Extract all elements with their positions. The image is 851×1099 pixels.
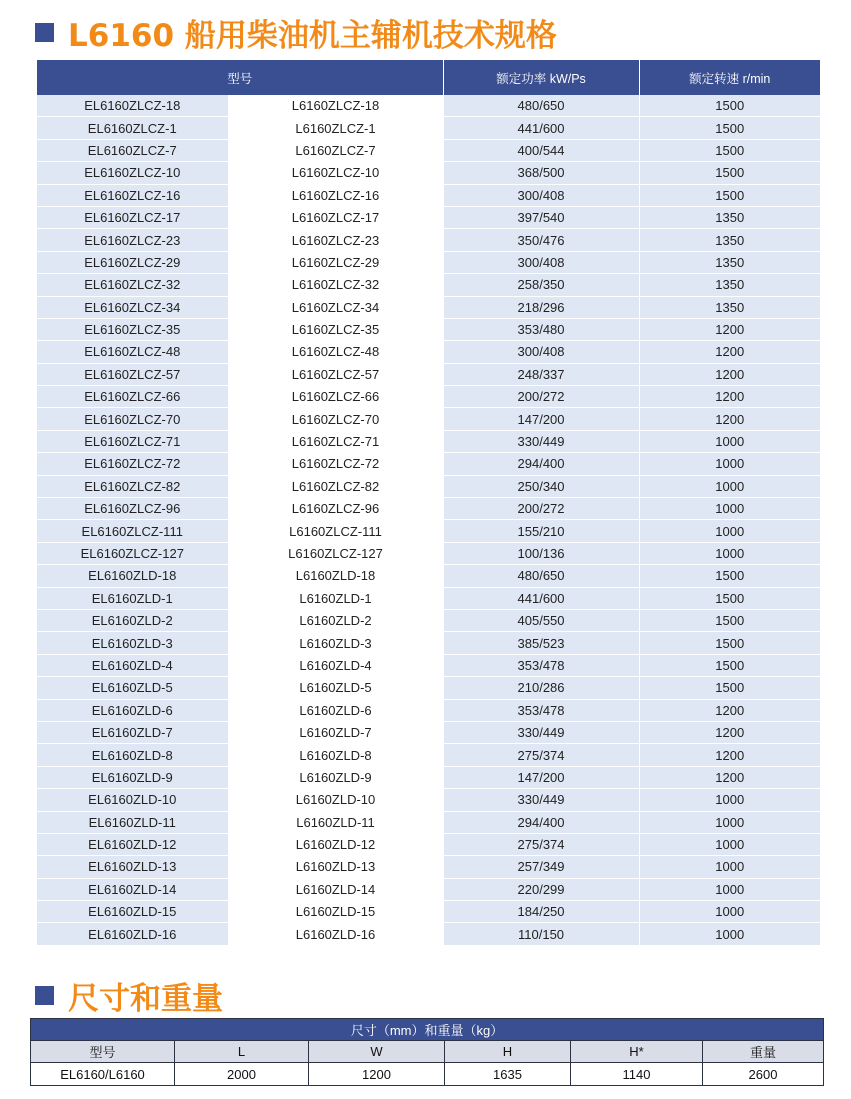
model-electric-cell: EL6160ZLD-13 xyxy=(37,856,228,878)
table-row xyxy=(37,833,820,855)
dim-h: 1635 xyxy=(445,1063,571,1086)
rated-power-cell: 330/449 xyxy=(443,721,639,743)
spec-table-header-row xyxy=(37,60,820,95)
section-title-specs xyxy=(35,12,557,52)
rated-speed-cell: 1500 xyxy=(639,139,820,161)
table-row xyxy=(37,139,820,161)
model-electric-cell: EL6160ZLCZ-10 xyxy=(37,162,228,184)
model-base-cell: L6160ZLD-7 xyxy=(228,721,443,743)
rated-speed-cell: 1000 xyxy=(639,542,820,564)
table-row xyxy=(37,318,820,340)
table-row xyxy=(37,475,820,497)
model-electric-cell: EL6160ZLD-16 xyxy=(37,923,228,945)
table-row xyxy=(37,408,820,430)
model-base-cell: L6160ZLD-9 xyxy=(228,766,443,788)
model-electric-cell: EL6160ZLCZ-34 xyxy=(37,296,228,318)
header-model: 型号 xyxy=(37,60,443,95)
header-speed: 额定转速 r/min xyxy=(639,60,820,95)
rated-power-cell: 385/523 xyxy=(443,632,639,654)
model-base-cell: L6160ZLCZ-29 xyxy=(228,251,443,273)
rated-speed-cell: 1500 xyxy=(639,95,820,117)
model-electric-cell: EL6160ZLCZ-71 xyxy=(37,430,228,452)
table-row xyxy=(37,229,820,251)
bullet-square-icon xyxy=(35,986,54,1005)
model-electric-cell: EL6160ZLCZ-57 xyxy=(37,363,228,385)
model-base-cell: L6160ZLCZ-57 xyxy=(228,363,443,385)
model-electric-cell: EL6160ZLCZ-82 xyxy=(37,475,228,497)
model-base-cell: L6160ZLD-1 xyxy=(228,587,443,609)
rated-power-cell: 200/272 xyxy=(443,386,639,408)
rated-speed-cell: 1500 xyxy=(639,587,820,609)
model-electric-cell: EL6160ZLD-5 xyxy=(37,677,228,699)
table-row xyxy=(37,542,820,564)
dimensions-header-row xyxy=(31,1041,824,1063)
model-electric-cell: EL6160ZLCZ-23 xyxy=(37,229,228,251)
rated-speed-cell: 1350 xyxy=(639,229,820,251)
model-base-cell: L6160ZLCZ-34 xyxy=(228,296,443,318)
model-electric-cell: EL6160ZLD-15 xyxy=(37,901,228,923)
table-row xyxy=(37,274,820,296)
model-base-cell: L6160ZLD-13 xyxy=(228,856,443,878)
rated-speed-cell: 1350 xyxy=(639,251,820,273)
rated-power-cell: 184/250 xyxy=(443,901,639,923)
model-electric-cell: EL6160ZLCZ-66 xyxy=(37,386,228,408)
rated-power-cell: 480/650 xyxy=(443,565,639,587)
rated-power-cell: 220/299 xyxy=(443,878,639,900)
model-base-cell: L6160ZLD-6 xyxy=(228,699,443,721)
model-base-cell: L6160ZLD-5 xyxy=(228,677,443,699)
rated-power-cell: 330/449 xyxy=(443,789,639,811)
rated-speed-cell: 1200 xyxy=(639,341,820,363)
model-base-cell: L6160ZLCZ-82 xyxy=(228,475,443,497)
dim-w: 1200 xyxy=(309,1063,445,1086)
section-title-text: 尺寸和重量 xyxy=(68,980,223,1017)
rated-speed-cell: 1200 xyxy=(639,363,820,385)
table-row xyxy=(37,699,820,721)
model-electric-cell: EL6160ZLD-12 xyxy=(37,833,228,855)
rated-power-cell: 300/408 xyxy=(443,341,639,363)
rated-power-cell: 110/150 xyxy=(443,923,639,945)
rated-power-cell: 155/210 xyxy=(443,520,639,542)
model-base-cell: L6160ZLCZ-72 xyxy=(228,453,443,475)
rated-speed-cell: 1500 xyxy=(639,117,820,139)
rated-power-cell: 248/337 xyxy=(443,363,639,385)
model-electric-cell: EL6160ZLCZ-29 xyxy=(37,251,228,273)
rated-speed-cell: 1500 xyxy=(639,609,820,631)
model-base-cell: L6160ZLCZ-23 xyxy=(228,229,443,251)
dim-header-model: 型号 xyxy=(31,1041,175,1063)
model-electric-cell: EL6160ZLCZ-111 xyxy=(37,520,228,542)
rated-power-cell: 353/480 xyxy=(443,318,639,340)
model-base-cell: L6160ZLD-15 xyxy=(228,901,443,923)
model-electric-cell: EL6160ZLD-8 xyxy=(37,744,228,766)
rated-speed-cell: 1200 xyxy=(639,386,820,408)
dim-header-weight: 重量 xyxy=(703,1041,824,1063)
rated-power-cell: 275/374 xyxy=(443,833,639,855)
dimensions-caption: 尺寸（mm）和重量（kg） xyxy=(31,1019,824,1041)
table-row xyxy=(37,878,820,900)
model-electric-cell: EL6160ZLD-4 xyxy=(37,654,228,676)
rated-speed-cell: 1500 xyxy=(639,162,820,184)
table-row xyxy=(37,677,820,699)
dim-header-h: H xyxy=(445,1041,571,1063)
table-row xyxy=(37,117,820,139)
model-electric-cell: EL6160ZLD-14 xyxy=(37,878,228,900)
rated-power-cell: 218/296 xyxy=(443,296,639,318)
rated-speed-cell: 1200 xyxy=(639,699,820,721)
model-base-cell: L6160ZLCZ-16 xyxy=(228,184,443,206)
model-electric-cell: EL6160ZLD-18 xyxy=(37,565,228,587)
model-electric-cell: EL6160ZLD-3 xyxy=(37,632,228,654)
model-base-cell: L6160ZLD-16 xyxy=(228,923,443,945)
model-base-cell: L6160ZLCZ-48 xyxy=(228,341,443,363)
model-base-cell: L6160ZLD-11 xyxy=(228,811,443,833)
rated-power-cell: 210/286 xyxy=(443,677,639,699)
table-row xyxy=(37,251,820,273)
table-row xyxy=(37,901,820,923)
rated-speed-cell: 1350 xyxy=(639,274,820,296)
model-electric-cell: EL6160ZLCZ-16 xyxy=(37,184,228,206)
model-base-cell: L6160ZLD-8 xyxy=(228,744,443,766)
model-base-cell: L6160ZLCZ-32 xyxy=(228,274,443,296)
rated-power-cell: 300/408 xyxy=(443,251,639,273)
model-electric-cell: EL6160ZLCZ-70 xyxy=(37,408,228,430)
model-electric-cell: EL6160ZLCZ-48 xyxy=(37,341,228,363)
rated-power-cell: 441/600 xyxy=(443,587,639,609)
model-base-cell: L6160ZLD-3 xyxy=(228,632,443,654)
rated-speed-cell: 1500 xyxy=(639,654,820,676)
model-base-cell: L6160ZLCZ-96 xyxy=(228,498,443,520)
rated-power-cell: 258/350 xyxy=(443,274,639,296)
table-row xyxy=(37,430,820,452)
rated-power-cell: 200/272 xyxy=(443,498,639,520)
rated-speed-cell: 1000 xyxy=(639,833,820,855)
table-row xyxy=(37,632,820,654)
table-row xyxy=(37,789,820,811)
model-electric-cell: EL6160ZLCZ-72 xyxy=(37,453,228,475)
rated-speed-cell: 1200 xyxy=(639,408,820,430)
table-row xyxy=(37,453,820,475)
rated-power-cell: 397/540 xyxy=(443,206,639,228)
table-row xyxy=(37,856,820,878)
section-title-text: L6160 船用柴油机主辅机技术规格 xyxy=(68,17,557,54)
rated-power-cell: 257/349 xyxy=(443,856,639,878)
rated-speed-cell: 1000 xyxy=(639,901,820,923)
table-row xyxy=(37,609,820,631)
dim-h-star: 1140 xyxy=(571,1063,703,1086)
dim-l: 2000 xyxy=(175,1063,309,1086)
rated-speed-cell: 1000 xyxy=(639,923,820,945)
dim-weight: 2600 xyxy=(703,1063,824,1086)
model-electric-cell: EL6160ZLCZ-17 xyxy=(37,206,228,228)
rated-power-cell: 405/550 xyxy=(443,609,639,631)
rated-speed-cell: 1200 xyxy=(639,318,820,340)
rated-speed-cell: 1500 xyxy=(639,677,820,699)
dim-header-l: L xyxy=(175,1041,309,1063)
table-row xyxy=(37,296,820,318)
model-electric-cell: EL6160ZLCZ-35 xyxy=(37,318,228,340)
rated-speed-cell: 1500 xyxy=(639,632,820,654)
model-base-cell: L6160ZLD-12 xyxy=(228,833,443,855)
rated-speed-cell: 1000 xyxy=(639,789,820,811)
bullet-square-icon xyxy=(35,23,54,42)
model-electric-cell: EL6160ZLCZ-18 xyxy=(37,95,228,117)
model-electric-cell: EL6160ZLCZ-127 xyxy=(37,542,228,564)
rated-power-cell: 294/400 xyxy=(443,811,639,833)
rated-speed-cell: 1200 xyxy=(639,744,820,766)
table-row xyxy=(37,184,820,206)
rated-speed-cell: 1000 xyxy=(639,520,820,542)
model-electric-cell: EL6160ZLCZ-32 xyxy=(37,274,228,296)
dim-header-h-star: H* xyxy=(571,1041,703,1063)
rated-speed-cell: 1500 xyxy=(639,184,820,206)
model-electric-cell: EL6160ZLD-11 xyxy=(37,811,228,833)
rated-speed-cell: 1000 xyxy=(639,856,820,878)
rated-speed-cell: 1000 xyxy=(639,498,820,520)
model-base-cell: L6160ZLCZ-17 xyxy=(228,206,443,228)
table-row xyxy=(37,766,820,788)
model-base-cell: L6160ZLD-4 xyxy=(228,654,443,676)
model-electric-cell: EL6160ZLD-9 xyxy=(37,766,228,788)
spec-table-body xyxy=(37,95,820,945)
model-electric-cell: EL6160ZLD-6 xyxy=(37,699,228,721)
rated-speed-cell: 1000 xyxy=(639,475,820,497)
rated-speed-cell: 1000 xyxy=(639,430,820,452)
table-row xyxy=(37,721,820,743)
model-base-cell: L6160ZLCZ-70 xyxy=(228,408,443,430)
table-row xyxy=(37,386,820,408)
table-row xyxy=(37,587,820,609)
model-base-cell: L6160ZLD-10 xyxy=(228,789,443,811)
model-electric-cell: EL6160ZLCZ-7 xyxy=(37,139,228,161)
table-row xyxy=(37,923,820,945)
rated-power-cell: 353/478 xyxy=(443,654,639,676)
model-base-cell: L6160ZLCZ-35 xyxy=(228,318,443,340)
rated-power-cell: 350/476 xyxy=(443,229,639,251)
header-power: 额定功率 kW/Ps xyxy=(443,60,639,95)
rated-power-cell: 147/200 xyxy=(443,408,639,430)
rated-power-cell: 441/600 xyxy=(443,117,639,139)
table-row xyxy=(37,744,820,766)
rated-power-cell: 147/200 xyxy=(443,766,639,788)
table-row xyxy=(37,811,820,833)
table-row xyxy=(37,498,820,520)
table-row xyxy=(37,363,820,385)
table-row xyxy=(37,341,820,363)
dim-model: EL6160/L6160 xyxy=(31,1063,175,1086)
model-base-cell: L6160ZLCZ-111 xyxy=(228,520,443,542)
rated-power-cell: 275/374 xyxy=(443,744,639,766)
model-electric-cell: EL6160ZLD-10 xyxy=(37,789,228,811)
model-base-cell: L6160ZLCZ-7 xyxy=(228,139,443,161)
rated-speed-cell: 1000 xyxy=(639,811,820,833)
rated-power-cell: 368/500 xyxy=(443,162,639,184)
table-row xyxy=(37,520,820,542)
dim-header-w: W xyxy=(309,1041,445,1063)
dimensions-caption-row xyxy=(31,1019,824,1041)
table-row xyxy=(37,206,820,228)
rated-power-cell: 300/408 xyxy=(443,184,639,206)
model-electric-cell: EL6160ZLCZ-96 xyxy=(37,498,228,520)
spec-table xyxy=(37,60,820,946)
rated-speed-cell: 1200 xyxy=(639,766,820,788)
rated-power-cell: 100/136 xyxy=(443,542,639,564)
model-electric-cell: EL6160ZLCZ-1 xyxy=(37,117,228,139)
table-row xyxy=(37,654,820,676)
dimensions-row xyxy=(31,1063,824,1086)
rated-speed-cell: 1000 xyxy=(639,878,820,900)
table-row xyxy=(37,565,820,587)
model-base-cell: L6160ZLD-2 xyxy=(228,609,443,631)
model-base-cell: L6160ZLCZ-10 xyxy=(228,162,443,184)
model-base-cell: L6160ZLD-14 xyxy=(228,878,443,900)
model-electric-cell: EL6160ZLD-7 xyxy=(37,721,228,743)
model-electric-cell: EL6160ZLD-2 xyxy=(37,609,228,631)
rated-power-cell: 250/340 xyxy=(443,475,639,497)
rated-power-cell: 353/478 xyxy=(443,699,639,721)
dimensions-table xyxy=(30,1018,824,1086)
table-row xyxy=(37,162,820,184)
model-base-cell: L6160ZLD-18 xyxy=(228,565,443,587)
section-title-dimensions xyxy=(35,974,223,1016)
model-base-cell: L6160ZLCZ-127 xyxy=(228,542,443,564)
rated-power-cell: 480/650 xyxy=(443,95,639,117)
rated-power-cell: 294/400 xyxy=(443,453,639,475)
table-row xyxy=(37,95,820,117)
model-base-cell: L6160ZLCZ-18 xyxy=(228,95,443,117)
rated-speed-cell: 1500 xyxy=(639,565,820,587)
model-electric-cell: EL6160ZLD-1 xyxy=(37,587,228,609)
rated-speed-cell: 1000 xyxy=(639,453,820,475)
rated-power-cell: 330/449 xyxy=(443,430,639,452)
rated-speed-cell: 1200 xyxy=(639,721,820,743)
model-base-cell: L6160ZLCZ-71 xyxy=(228,430,443,452)
rated-speed-cell: 1350 xyxy=(639,206,820,228)
model-base-cell: L6160ZLCZ-66 xyxy=(228,386,443,408)
model-base-cell: L6160ZLCZ-1 xyxy=(228,117,443,139)
rated-power-cell: 400/544 xyxy=(443,139,639,161)
rated-speed-cell: 1350 xyxy=(639,296,820,318)
